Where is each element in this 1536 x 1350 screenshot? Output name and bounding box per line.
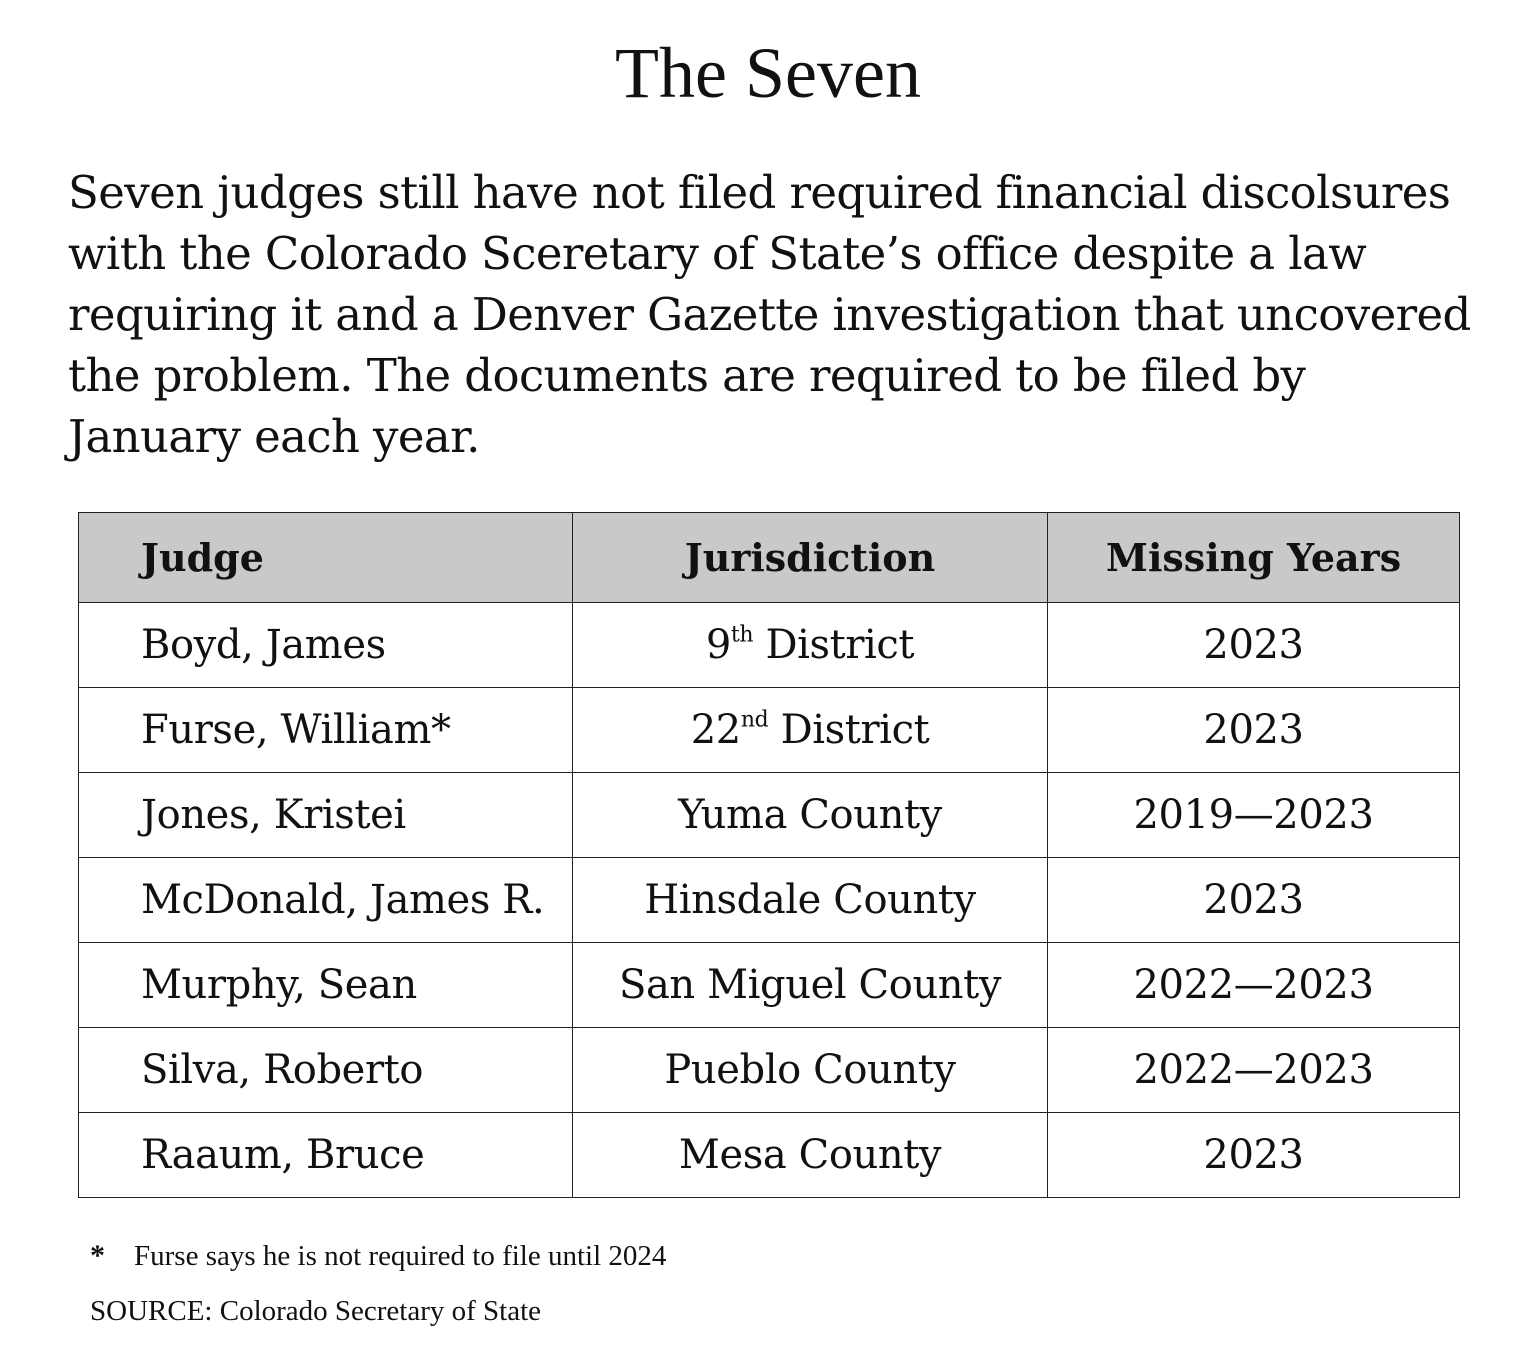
table-row (79, 1113, 1460, 1198)
footnote-text: Furse says he is not required to file until 2024 (134, 1240, 667, 1272)
judge-name: Silva, Roberto (79, 1028, 573, 1113)
footnote-asterisk: * (90, 1239, 105, 1272)
table-header-row (79, 513, 1460, 603)
header-jurisdiction: Jurisdiction (573, 513, 1048, 603)
jurisdiction-main: Hinsdale County (644, 877, 976, 923)
missing-years: 2023 (1048, 688, 1460, 773)
table-row (79, 773, 1460, 858)
missing-years: 2022—2023 (1048, 1028, 1460, 1113)
judges-table (78, 512, 1460, 1198)
jurisdiction-main: San Miguel County (618, 962, 1002, 1008)
table-row (79, 943, 1460, 1028)
missing-years: 2023 (1048, 1113, 1460, 1198)
jurisdiction (573, 603, 1048, 688)
judge-name: McDonald, James R. (79, 858, 573, 943)
table-body (79, 603, 1460, 1198)
header-judge: Judge (79, 513, 573, 603)
missing-years: 2023 (1048, 858, 1460, 943)
page-title: The Seven (615, 33, 921, 113)
jurisdiction (573, 858, 1048, 943)
jurisdiction (573, 688, 1048, 773)
table-header (79, 513, 1460, 603)
jurisdiction-ordinal: nd (740, 707, 769, 733)
source-credit: SOURCE: Colorado Secretary of State (90, 1295, 542, 1327)
judge-name: Furse, William* (79, 688, 573, 773)
missing-years: 2019—2023 (1048, 773, 1460, 858)
jurisdiction (573, 943, 1048, 1028)
jurisdiction-main: Pueblo County (664, 1047, 956, 1093)
jurisdiction (573, 1028, 1048, 1113)
footnote (90, 1238, 666, 1274)
jurisdiction-main: Yuma County (678, 792, 942, 838)
judge-name: Jones, Kristei (79, 773, 573, 858)
missing-years: 2022—2023 (1048, 943, 1460, 1028)
judge-name: Raaum, Bruce (79, 1113, 573, 1198)
jurisdiction-main: Mesa County (678, 1132, 942, 1178)
jurisdiction-main: 22 (690, 707, 741, 753)
table-row (79, 603, 1460, 688)
table-row (79, 858, 1460, 943)
jurisdiction-ordinal: th (730, 622, 754, 648)
jurisdiction-rest: District (768, 707, 930, 753)
judge-name: Murphy, Sean (79, 943, 573, 1028)
table-row (79, 1028, 1460, 1113)
jurisdiction (573, 773, 1048, 858)
jurisdiction (573, 1113, 1048, 1198)
judge-name: Boyd, James (79, 603, 573, 688)
missing-years: 2023 (1048, 603, 1460, 688)
jurisdiction-rest: District (753, 622, 915, 668)
header-missing-years: Missing Years (1048, 513, 1460, 603)
table-row (79, 688, 1460, 773)
intro-paragraph: Seven judges still have not filed required financial discolsures with the Colorado Sceretary of State’s office despite a law requiring it and a Denver Gazette investigation that uncovered the problem. The documents are required to be filed by January each year. (68, 166, 1471, 463)
jurisdiction-main: 9 (705, 622, 731, 668)
